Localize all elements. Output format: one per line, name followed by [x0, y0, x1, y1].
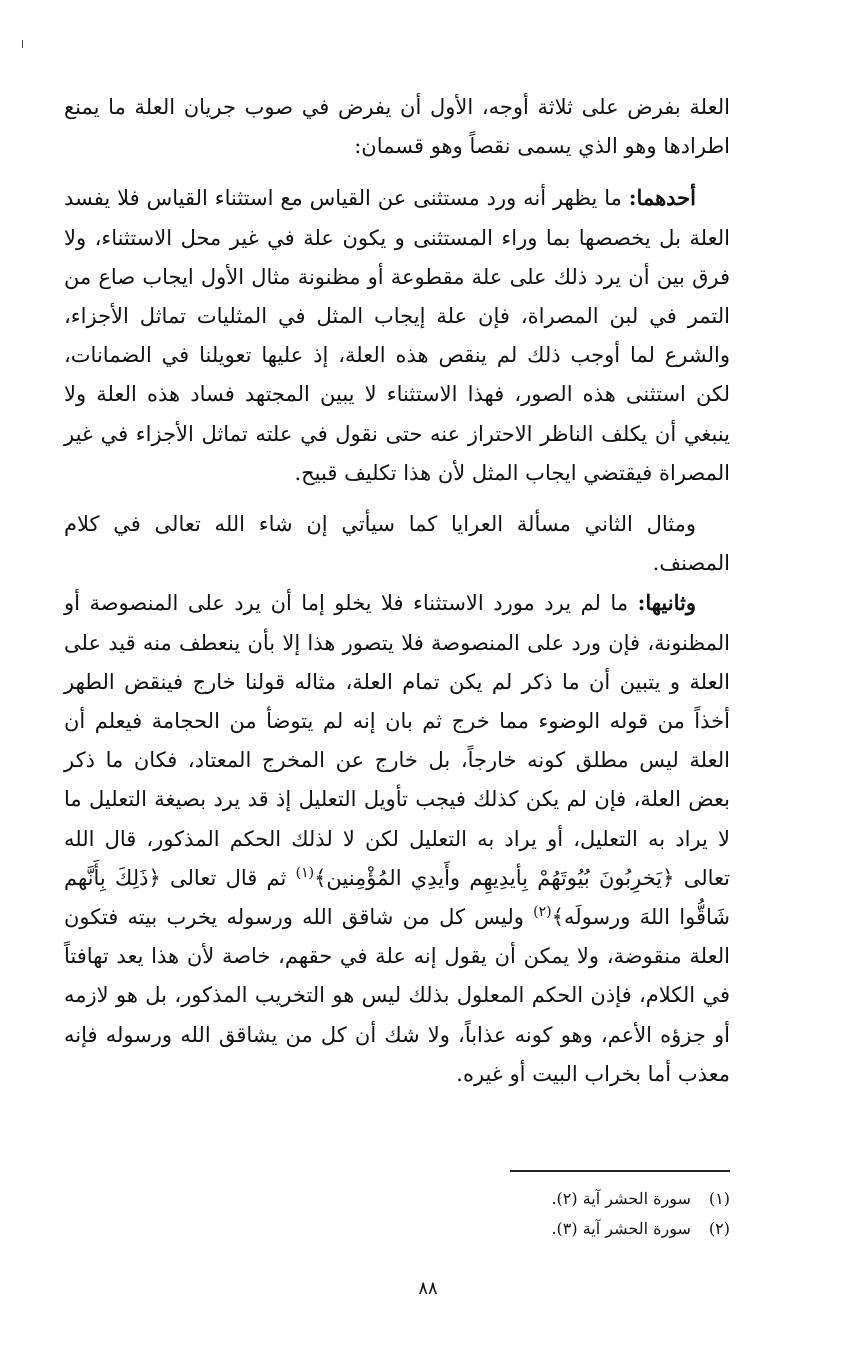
paragraph-text: ثم قال تعالى [170, 865, 287, 890]
page-number: ٨٨ [418, 1278, 438, 1299]
quran-verse: ﴿يَخرِبُونَ بُيُوتَهُمْ بِأيدِيهِم وأَيدِي المُؤْمِنين﴾ [314, 865, 675, 890]
footnote-text: سورة الحشر آية (٣). [551, 1219, 691, 1238]
footnote-reference: (١) [295, 864, 315, 881]
footnote-number: (٢) [708, 1219, 730, 1238]
footnote-item [400, 1214, 730, 1244]
paragraph-text: ما يظهر أنه ورد مستثنى عن القياس مع استثناء القياس فلا يفسد العلة بل يخصصها بما وراء المستثنى و يكون علة في غير محل الاستثناء، ولا فرق بين أن يرد ذلك على علة مقطوعة أو مظنونة مثال الأول ايجاب صاع من التمر في لبن المصراة، فإن علة إيجاب المثل في المثليات تماثل الأجزاء، والشرع لما أوجب ذلك لم ينقص هذه العلة، إذ عليها تعويلنا في الضمانات، لكن استثنى هذه الصور، فهذا الاستثناء لا يبين المجتهد فساد هذه العلة ولا ينبغي أن يكلف الناظر الاحتراز عنه حتى نقول في علته تماثل الأجزاء في غير المصراة فيقتضي ايجاب المثل لأن هذا تكليف قبيح. [64, 186, 730, 485]
footnote-divider [510, 1170, 730, 1172]
footnote-text: سورة الحشر آية (٢). [551, 1189, 691, 1208]
section-lead: وثانيها: [637, 590, 696, 616]
paragraph-second-case [64, 583, 730, 1094]
footnote-number: (١) [708, 1189, 730, 1208]
main-text [64, 88, 730, 1094]
quran-verse: ﴿ذَلِكَ بِأَنَّهم شَاقُّوا اللهَ ورسولَه﴾ [64, 865, 730, 930]
paragraph-text: ما لم يرد مورد الاستثناء فلا يخلو إما أن يرد على المنصوصة أو المظنونة، فإن ورد على المنصوصة فلا يتصور هذا إلا بأن ينعطف منه قيد على العلة و يتبين أن ما ذكر لم يكن تمام العلة، مثاله قولنا خارج فينقض الطهر أخذاً من قوله الوضوء مما خرج ثم بان إنه لم يتوضأ من الحجامة فيعلم أن العلة ليس مطلق كونه خارجاً، بل خارج عن المخرج المعتاد، فكان ما ذكر بعض العلة، فإن لم يكن كذلك فيجب تأويل التعليل إذ قد يرد بصيغة التعليل ما لا يراد به التعليل، أو يراد به التعليل لكن لا لذلك الحكم المذكور، قال الله تعالى [64, 591, 730, 890]
footnotes [400, 1184, 730, 1244]
paragraph-intro [64, 88, 730, 166]
scan-mark [22, 40, 23, 48]
section-lead: أحدهما: [628, 185, 696, 211]
paragraph-text: العلة بفرض على ثلاثة أوجه، الأول أن يفرض في صوب جريان العلة ما يمنع اطرادها وهو الذي يسمى نقصاً وهو قسمان: [64, 95, 730, 159]
paragraph-text: ومثال الثاني مسألة العرايا كما سيأتي إن شاء الله تعالى في كلام المصنف. [64, 512, 730, 576]
footnote-item [400, 1184, 730, 1214]
paragraph-first-case [64, 178, 730, 493]
paragraph-text: وليس كل من شاقق الله ورسوله يخرب بيته فتكون العلة منقوضة، ولا يمكن أن يقول إنه علة في حقهم، خاصة لأن هذا يعد تهافتاً في الكلام، فإذن الحكم المعلول بذلك ليس هو التخريب المذكور، بل هو لازمه أو جزؤه الأعم، وهو كونه عذاباً، ولا شك أن كل من يشاقق الله ورسوله فإنه معذب أما بخراب البيت أو غيره. [64, 905, 730, 1086]
paragraph-second-example [64, 505, 730, 583]
footnote-reference: (٢) [533, 904, 552, 921]
